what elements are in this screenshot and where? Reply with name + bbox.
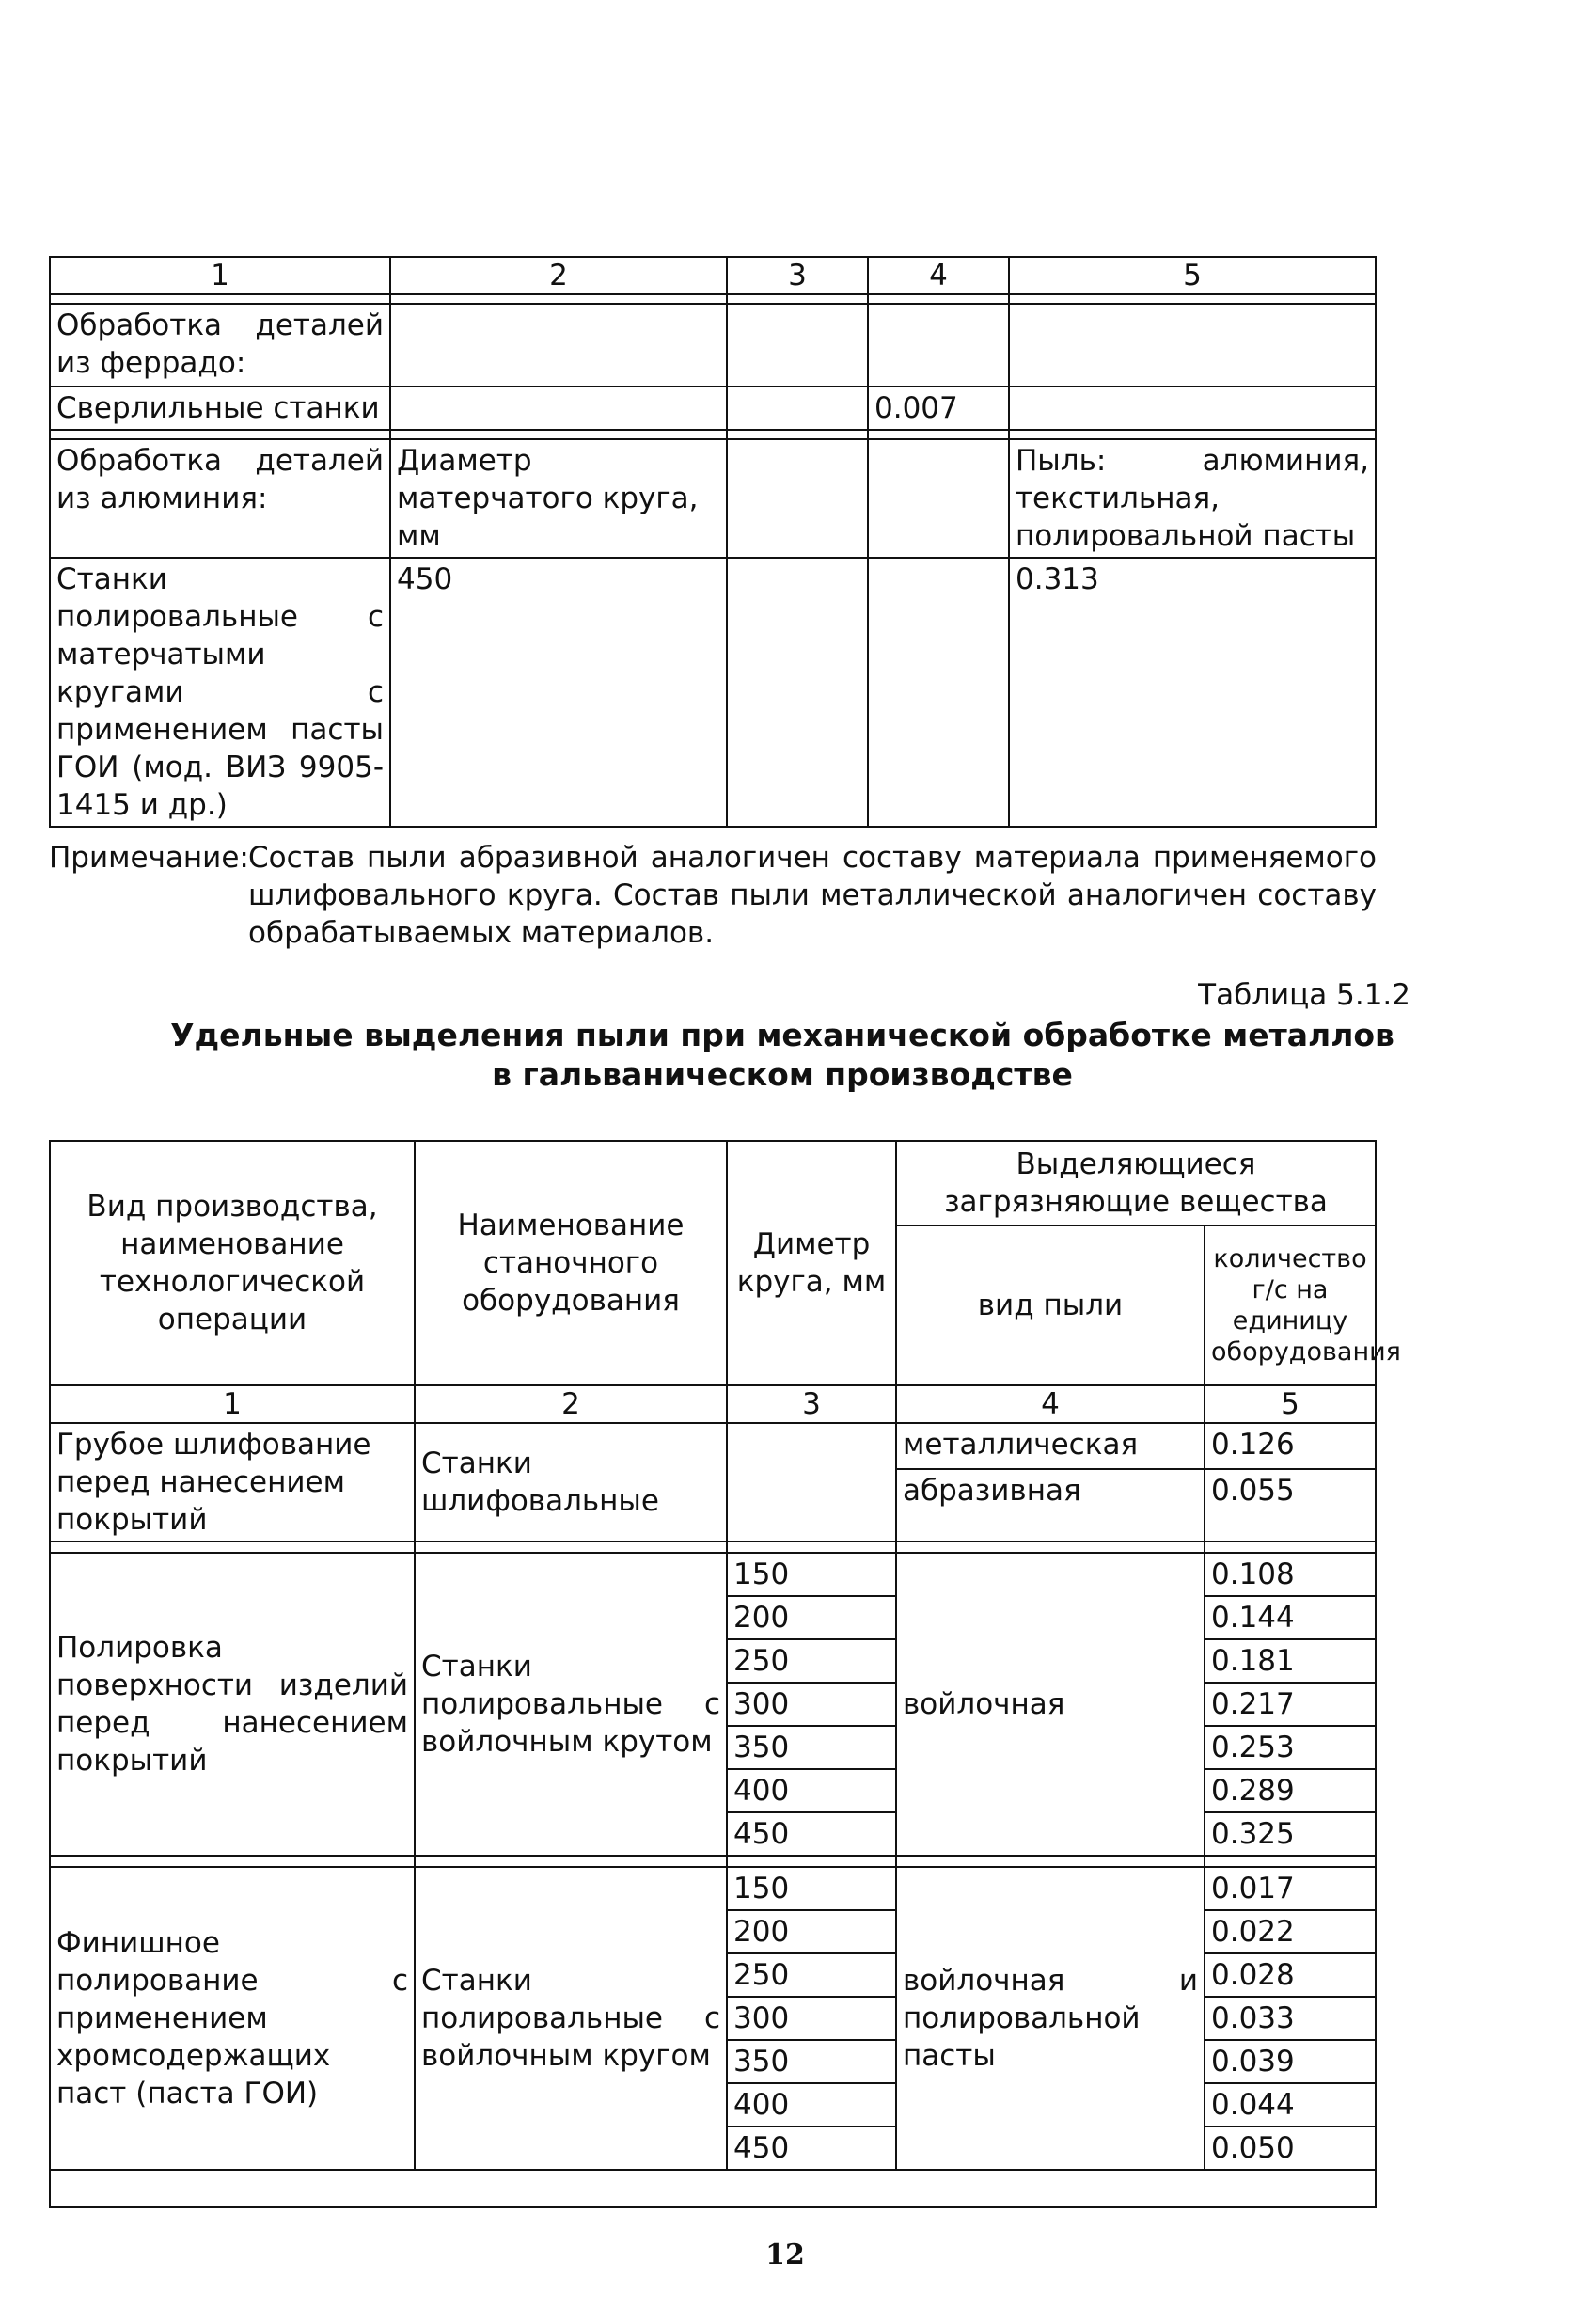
quantity-cell: 0.126: [1205, 1423, 1376, 1469]
dust-type-cell: абразивная: [896, 1469, 1205, 1541]
diameter-cell: 200: [727, 1596, 896, 1639]
diameter-cell: 150: [727, 1553, 896, 1596]
table-row: [50, 558, 1376, 827]
quantity-cell: 0.028: [1205, 1953, 1376, 1997]
diameter-label-cell: Диаметр матерчатого круга, мм: [390, 439, 727, 558]
table-number-row: [50, 1385, 1376, 1423]
note-text: Состав пыли абразивной аналогичен составу материала применяемого шлифовального круга. Состав пыли металлической аналогичен составу обрабатываемых материалов.: [248, 841, 1377, 950]
diameter-cell: 350: [727, 1726, 896, 1769]
diameter-cell: 450: [727, 2126, 896, 2170]
diameter-cell: 300: [727, 1683, 896, 1726]
header-dust-type: вид пыли: [896, 1225, 1205, 1385]
equipment-cell: Станки шлифовальные: [415, 1423, 727, 1541]
quantity-cell: 0.144: [1205, 1596, 1376, 1639]
table-row: [50, 439, 1376, 558]
header-equipment: Наименование станочного оборудования: [415, 1141, 727, 1385]
diameter-cell: 400: [727, 2083, 896, 2126]
top-col-number: 4: [868, 257, 1009, 294]
diameter-cell: 450: [727, 1812, 896, 1856]
quantity-cell: 0.289: [1205, 1769, 1376, 1812]
table-title: [49, 1016, 1516, 1095]
quantity-cell: 0.253: [1205, 1726, 1376, 1769]
quantity-cell: 0.325: [1205, 1812, 1376, 1856]
table-number: Таблица 5.1.2: [1198, 978, 1410, 1012]
top-col-number: 2: [390, 257, 727, 294]
header-operation: Вид производства, наименование технологической операции: [50, 1141, 415, 1385]
diameter-cell: 350: [727, 2040, 896, 2083]
note-label: Примечание:: [49, 841, 249, 875]
diameter-cell: 400: [727, 1769, 896, 1812]
operation-cell: Обработка деталей из алюминия:: [50, 439, 390, 558]
header-quantity: количество г/с на единицу оборудования: [1205, 1225, 1376, 1385]
page-number: 12: [765, 2238, 805, 2271]
top-col-number: 1: [50, 257, 390, 294]
top-table: [49, 256, 1377, 828]
col-number: 4: [896, 1385, 1205, 1423]
table-row: [50, 304, 1376, 387]
top-col-number: 5: [1009, 257, 1376, 294]
quantity-cell: 0.217: [1205, 1683, 1376, 1726]
diameter-cell: 250: [727, 1953, 896, 1997]
note: [49, 839, 1394, 952]
dust-type-cell: Пыль: алюминия, текстильная, полировальной пасты: [1009, 439, 1376, 558]
table-row: [50, 1423, 1376, 1469]
operation-cell: Станки полировальные с матерчатыми кругами с применением пасты ГОИ (мод. ВИЗ 9905-1415 и др.): [50, 558, 390, 827]
table-title-line: Удельные выделения пыли при механической обработке металлов: [170, 1017, 1394, 1053]
header-pollutants: Выделяющиеся загрязняющие вещества: [896, 1141, 1376, 1225]
quantity-cell: 0.050: [1205, 2126, 1376, 2170]
diameter-cell: 200: [727, 1910, 896, 1953]
quantity-cell: 0.039: [1205, 2040, 1376, 2083]
dust-type-cell: войлочная и полировальной пасты: [896, 1867, 1205, 2170]
table-title-line: в гальваническом производстве: [492, 1056, 1073, 1093]
diameter-cell: 150: [727, 1867, 896, 1910]
col-number: 1: [50, 1385, 415, 1423]
table-footer-row: [50, 2170, 1376, 2207]
col-number: 5: [1205, 1385, 1376, 1423]
quantity-cell: 0.044: [1205, 2083, 1376, 2126]
operation-cell: Полировка поверхности изделий перед нанесением покрытий: [50, 1553, 415, 1856]
dust-type-cell: металлическая: [896, 1423, 1205, 1469]
quantity-cell: 0.055: [1205, 1469, 1376, 1541]
operation-cell: Грубое шлифование перед нанесением покрытий: [50, 1423, 415, 1541]
dust-type-cell: войлочная: [896, 1553, 1205, 1856]
operation-cell: Сверлильные станки: [50, 387, 390, 430]
diameter-cell: 300: [727, 1997, 896, 2040]
col-number: 2: [415, 1385, 727, 1423]
table-row: [50, 387, 1376, 430]
table-header-row: [50, 1141, 1376, 1225]
quantity-cell: 0.017: [1205, 1867, 1376, 1910]
diameter-cell: 250: [727, 1639, 896, 1683]
quantity-cell: 0.313: [1009, 558, 1376, 827]
table-row: [50, 1553, 1376, 1596]
operation-cell: Финишное полирование с применением хромсодержащих паст (паста ГОИ): [50, 1867, 415, 2170]
equipment-cell: Станки полировальные с войлочным кругом: [415, 1867, 727, 2170]
quantity-cell: 0.022: [1205, 1910, 1376, 1953]
main-table: [49, 1140, 1401, 2208]
quantity-cell: 0.007: [868, 387, 1009, 430]
col-number: 3: [727, 1385, 896, 1423]
quantity-cell: 0.181: [1205, 1639, 1376, 1683]
table-row: [50, 1867, 1376, 1910]
operation-cell: Обработка деталей из феррадо:: [50, 304, 390, 387]
equipment-cell: Станки полировальные с войлочным крутом: [415, 1553, 727, 1856]
header-diameter: Диметр круга, мм: [727, 1141, 896, 1385]
diameter-cell: 450: [390, 558, 727, 827]
top-col-number: 3: [727, 257, 868, 294]
quantity-cell: 0.033: [1205, 1997, 1376, 2040]
quantity-cell: 0.108: [1205, 1553, 1376, 1596]
top-table-number-row: [50, 257, 1376, 294]
